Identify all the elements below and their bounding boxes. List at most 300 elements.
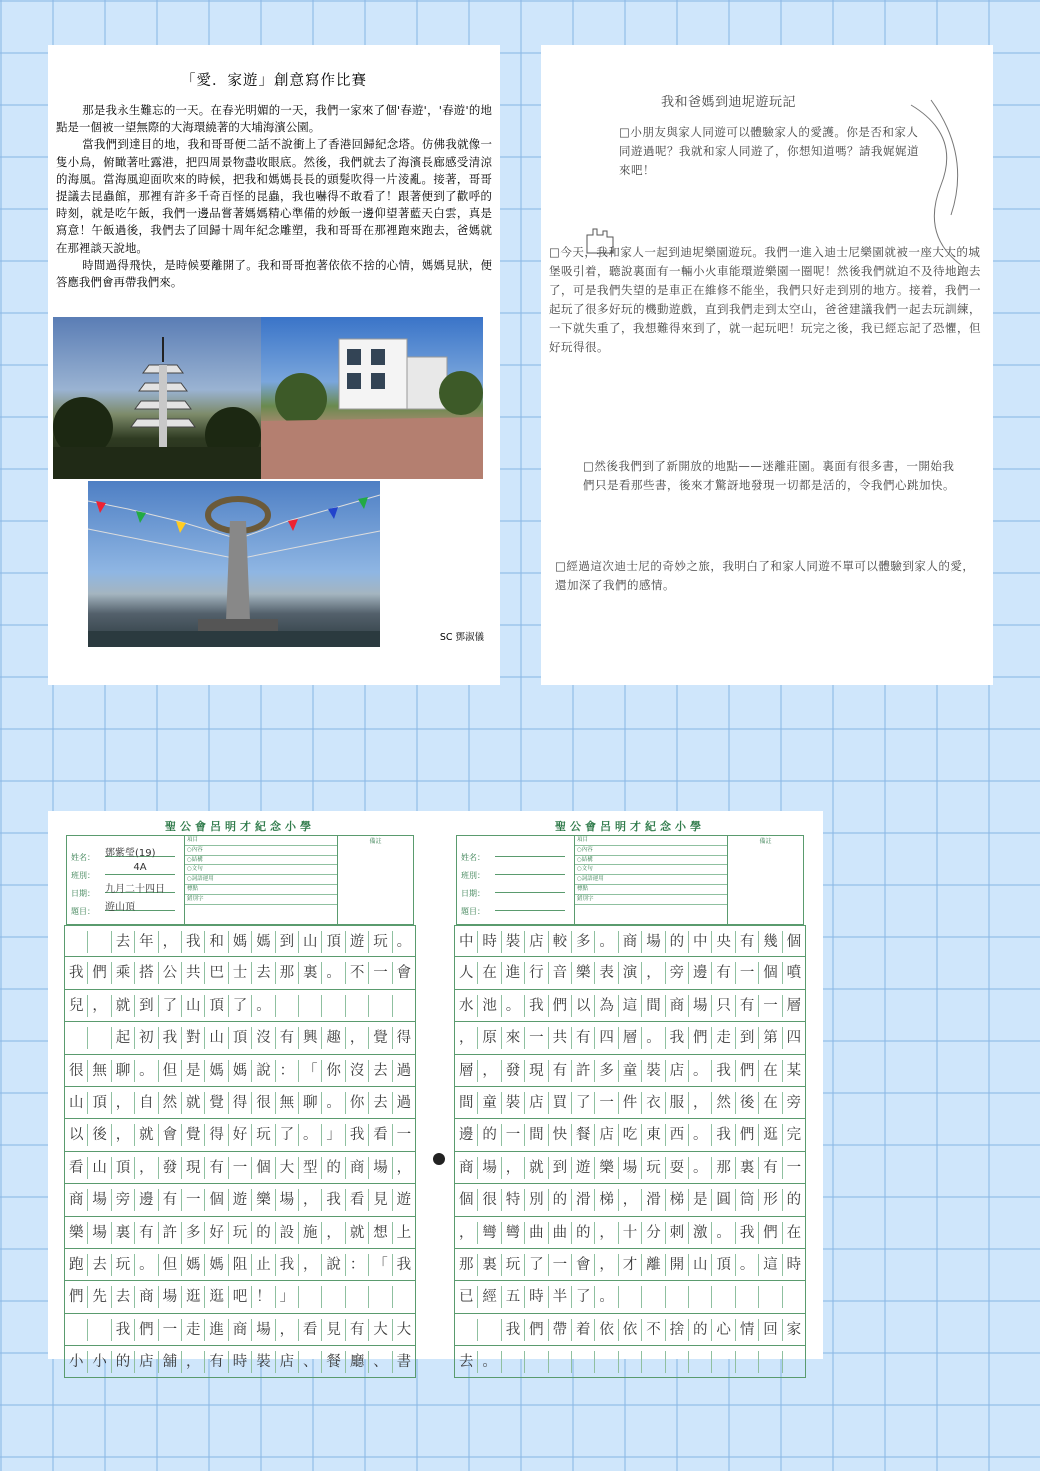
photo-sculpture — [88, 481, 380, 647]
grid-cell: 現 — [182, 1157, 205, 1179]
grid-cell: 會 — [572, 1254, 595, 1276]
grid-cell: 商 — [346, 1157, 369, 1179]
grid-cell: 曲 — [549, 1222, 572, 1244]
grid-row — [454, 990, 806, 1022]
grid-cell: 搭 — [135, 962, 158, 984]
essay2-paragraph-3: □然後我們到了新開放的地點——迷離莊園。裏面有很多書，一開始我們只是看那些書，後來才驚訝地發現一切都是活的，令我們心跳加快。 — [583, 459, 955, 492]
rubric-item: ○內容 — [185, 846, 337, 856]
grid-row — [64, 925, 416, 957]
grid-cell: 一 — [786, 1159, 802, 1176]
grid-cell — [783, 1351, 805, 1373]
grid-cell: 到 — [135, 995, 158, 1017]
grid-row — [454, 1055, 806, 1087]
grid-row — [454, 1022, 806, 1054]
grid-cell: ， — [135, 1157, 158, 1179]
grid-cell: 阻 — [229, 1254, 252, 1276]
rubric-item: 錯別字 — [185, 895, 337, 905]
grid-cell: 不 — [346, 962, 369, 984]
grid-cell: 我 — [736, 1222, 759, 1244]
grid-cell: 。 — [642, 1027, 665, 1049]
grid-cell: 裏 — [112, 1222, 135, 1244]
grid-cell: 們 — [549, 995, 572, 1017]
grid-cell: ： — [346, 1254, 369, 1276]
grid-cell: 這 — [619, 995, 642, 1017]
grid-cell: 買 — [549, 1092, 572, 1114]
remark-column: 備註 — [727, 836, 803, 924]
grid-cell: 經 — [478, 1286, 501, 1308]
grid-cell: 有 — [736, 995, 759, 1017]
grid-cell: 時 — [478, 931, 501, 953]
grid-cell: 了 — [229, 995, 252, 1017]
grid-cell: 止 — [252, 1254, 275, 1276]
school-name: 聖公會呂明才紀念小學 — [555, 820, 705, 833]
grid-cell: 人 — [455, 962, 478, 984]
grid-cell: ， — [619, 1189, 642, 1211]
grid-cell: 了 — [525, 1254, 548, 1276]
grid-cell: 個 — [759, 962, 782, 984]
grid-cell — [369, 995, 392, 1017]
grid-cell: ， — [396, 1159, 412, 1176]
grid-cell: 較 — [549, 931, 572, 953]
grid-cell: 。 — [322, 962, 345, 984]
name-label: 姓名： — [71, 853, 95, 862]
grid-cell: 時 — [229, 1351, 252, 1373]
grid-cell: 個 — [252, 1157, 275, 1179]
grid-cell: 覺 — [205, 1092, 228, 1114]
grid-cell: 梯 — [666, 1189, 689, 1211]
grid-cell: ， — [159, 931, 182, 953]
grid-cell: ， — [182, 1351, 205, 1373]
grid-cell: 巴 — [205, 962, 228, 984]
grid-cell — [783, 1286, 805, 1308]
grid-cell: 形 — [759, 1189, 782, 1211]
grid-cell: 演 — [619, 962, 642, 984]
grid-cell: 無 — [276, 1092, 299, 1114]
grid-cell: 中 — [689, 931, 712, 953]
grid-cell: 去 — [112, 1286, 135, 1308]
grid-cell: 店 — [525, 1092, 548, 1114]
grid-cell: 某 — [786, 1062, 802, 1079]
grid-cell: 去 — [112, 931, 135, 953]
grid-cell: ： — [276, 1060, 299, 1082]
grid-row — [454, 1152, 806, 1184]
grid-cell: 我 — [712, 1060, 735, 1082]
grid-cell: ， — [502, 1157, 525, 1179]
grid-cell: 了 — [276, 1124, 299, 1146]
grid-cell — [393, 995, 415, 1017]
grid-cell: 很 — [65, 1060, 88, 1082]
grid-cell: 在 — [759, 1092, 782, 1114]
grid-cell: 噴 — [786, 965, 802, 982]
grid-cell: 吃 — [619, 1124, 642, 1146]
date-value: 九月二十四日 — [105, 880, 175, 893]
grid-cell: 玩 — [229, 1222, 252, 1244]
topic-value: 遊山頂 — [105, 898, 175, 911]
grid-cell: 遊 — [229, 1189, 252, 1211]
grid-cell: 想 — [369, 1222, 392, 1244]
grid-cell: 得 — [396, 1030, 412, 1047]
grid-cell — [619, 1286, 642, 1308]
grid-cell: 原 — [478, 1027, 501, 1049]
grid-cell — [666, 1286, 689, 1308]
grid-cell: 完 — [786, 1127, 802, 1144]
grid-cell: 山 — [88, 1157, 111, 1179]
grid-cell: 聊 — [299, 1092, 322, 1114]
grid-cell: 得 — [229, 1092, 252, 1114]
grid-cell: 去 — [88, 1254, 111, 1276]
grid-cell: 。 — [478, 1351, 501, 1373]
grid-cell: 那 — [276, 962, 299, 984]
grid-cell: 媽 — [205, 1060, 228, 1082]
grid-cell: 覺 — [182, 1124, 205, 1146]
grid-cell: 、 — [299, 1351, 322, 1373]
grid-row — [454, 1249, 806, 1281]
grid-cell: 東 — [642, 1124, 665, 1146]
grid-cell: 池 — [478, 995, 501, 1017]
grid-cell: ， — [299, 1189, 322, 1211]
grid-cell: 裝 — [502, 1092, 525, 1114]
grid-cell: 離 — [642, 1254, 665, 1276]
rubric-item: ○文句 — [575, 865, 727, 875]
grid-row — [64, 990, 416, 1022]
grid-cell: 在 — [759, 1060, 782, 1082]
grid-cell: 去 — [369, 1060, 392, 1082]
grid-cell: 特 — [502, 1189, 525, 1211]
rubric-item: 標點 — [575, 885, 727, 895]
grid-cell: 西 — [666, 1124, 689, 1146]
grid-cell: 場 — [88, 1222, 111, 1244]
rubric-item: ○詞語運用 — [185, 875, 337, 885]
grid-cell: 在 — [478, 962, 501, 984]
grid-cell: 個 — [455, 1189, 478, 1211]
grid-cell: 有 — [135, 1222, 158, 1244]
photo-insect-house — [261, 317, 483, 479]
grid-cell — [393, 1286, 415, 1308]
grid-cell: 看 — [369, 1124, 392, 1146]
grid-cell — [65, 931, 88, 953]
grid-cell: 有 — [205, 1351, 228, 1373]
grid-cell: 店 — [595, 1124, 618, 1146]
grid-cell: 逛 — [759, 1124, 782, 1146]
grid-row — [454, 925, 806, 957]
grid-row — [64, 957, 416, 989]
grid-cell: 玩 — [502, 1254, 525, 1276]
grid-cell — [478, 1319, 501, 1341]
grid-cell: 一 — [736, 962, 759, 984]
grid-cell: 依 — [595, 1319, 618, 1341]
grid-cell: 大 — [396, 1321, 412, 1338]
grid-cell: 沒 — [346, 1060, 369, 1082]
grid-cell: 有 — [346, 1319, 369, 1341]
grid-cell: 邊 — [455, 1124, 478, 1146]
grid-cell: 來 — [502, 1027, 525, 1049]
grid-row — [454, 1217, 806, 1249]
grid-cell: 進 — [205, 1319, 228, 1341]
grid-cell: 這 — [759, 1254, 782, 1276]
grid-cell: 見 — [369, 1189, 392, 1211]
class-label: 班別： — [461, 871, 485, 880]
grid-cell: 就 — [112, 995, 135, 1017]
grid-cell: 跑 — [65, 1254, 88, 1276]
grid-cell: 場 — [642, 931, 665, 953]
grid-cell: 間 — [642, 995, 665, 1017]
grid-cell: 有 — [759, 1157, 782, 1179]
grid-cell: 遊 — [396, 1192, 412, 1209]
composition-page-left — [64, 811, 416, 1371]
grid-cell: 後 — [88, 1124, 111, 1146]
grid-cell: 媽 — [229, 931, 252, 953]
grid-cell: 一 — [396, 1127, 412, 1144]
grid-cell: ， — [642, 962, 665, 984]
grid-cell: 我 — [346, 1124, 369, 1146]
composition-header — [456, 835, 804, 925]
grid-cell — [65, 1319, 88, 1341]
grid-cell: 筒 — [736, 1189, 759, 1211]
grid-cell: 共 — [182, 962, 205, 984]
grid-cell: 我 — [396, 1256, 412, 1273]
grid-cell: 看 — [299, 1319, 322, 1341]
grid-row — [64, 1249, 416, 1281]
grid-row — [64, 1055, 416, 1087]
grid-cell: 。 — [595, 1286, 618, 1308]
grid-cell: 頂 — [112, 1157, 135, 1179]
grid-cell: 件 — [619, 1092, 642, 1114]
grid-cell: 進 — [502, 962, 525, 984]
binder-hole — [433, 1153, 445, 1165]
grid-cell: 層 — [455, 1060, 478, 1082]
grid-cell: ， — [112, 1124, 135, 1146]
grid-cell: 但 — [159, 1060, 182, 1082]
grid-cell: 遊 — [346, 931, 369, 953]
grid-cell: 們 — [135, 1319, 158, 1341]
grid-cell — [712, 1286, 735, 1308]
grid-cell: 樂 — [252, 1189, 275, 1211]
grid-cell: 許 — [572, 1060, 595, 1082]
grid-cell: 裝 — [252, 1351, 275, 1373]
grid-cell: ， — [455, 1222, 478, 1244]
rubric-table — [184, 836, 337, 924]
grid-cell — [88, 1027, 111, 1049]
class-value: 4A — [105, 862, 175, 875]
grid-cell: 店 — [525, 931, 548, 953]
grid-cell: 上 — [396, 1224, 412, 1241]
essay-typed-sheet — [48, 45, 500, 685]
grid-cell: 了 — [572, 1286, 595, 1308]
date-label: 日期： — [461, 889, 485, 898]
grid-cell: 頂 — [205, 995, 228, 1017]
grid-cell: 個 — [786, 934, 802, 950]
name-value-empty — [495, 844, 565, 857]
grid-cell: 水 — [455, 995, 478, 1017]
grid-cell — [642, 1351, 665, 1373]
name-value: 鄧紫瑩(19) — [105, 844, 175, 857]
grid-cell: 我 — [182, 931, 205, 953]
grid-cell: 山 — [65, 1092, 88, 1114]
grid-cell: 們 — [736, 1124, 759, 1146]
grid-row — [454, 1281, 806, 1313]
grid-cell: 就 — [135, 1124, 158, 1146]
grid-cell: 場 — [478, 1157, 501, 1179]
grid-cell: 。 — [135, 1254, 158, 1276]
grid-cell: 半 — [549, 1286, 572, 1308]
grid-cell: 玩 — [252, 1124, 275, 1146]
grid-cell — [736, 1351, 759, 1373]
remark-column: 備註 — [337, 836, 413, 924]
grid-cell: 山 — [689, 1254, 712, 1276]
grid-cell: 個 — [205, 1189, 228, 1211]
grid-cell — [595, 1351, 618, 1373]
grid-cell: 的 — [478, 1124, 501, 1146]
grid-cell: 店 — [135, 1351, 158, 1373]
grid-cell: 層 — [619, 1027, 642, 1049]
grid-cell: 型 — [299, 1157, 322, 1179]
grid-cell: 就 — [182, 1092, 205, 1114]
grid-cell: 說 — [252, 1060, 275, 1082]
grid-cell — [299, 995, 322, 1017]
grid-cell: 的 — [786, 1192, 802, 1209]
grid-cell: 裝 — [502, 931, 525, 953]
grid-cell — [322, 995, 345, 1017]
name-label: 姓名： — [461, 853, 485, 862]
essay1-paragraph-3: 時間過得飛快，是時候要離開了。我和哥哥抱著依依不捨的心情，媽媽見狀，便答應我們會再帶我們來。 — [56, 257, 492, 290]
grid-cell: 店 — [666, 1060, 689, 1082]
essay-handwritten-sheet — [541, 45, 993, 685]
grid-cell: 許 — [159, 1222, 182, 1244]
essay1-paragraph-1: 那是我永生難忘的一天。在春光明媚的一天，我們一家來了個'春遊'，'春遊'的地點是一個被一望無際的大海環繞著的大埔海濱公園。 — [56, 103, 492, 135]
grid-cell: 大 — [369, 1319, 392, 1341]
grid-cell: 為 — [595, 995, 618, 1017]
grid-cell: 公 — [159, 962, 182, 984]
grid-cell: 時 — [525, 1286, 548, 1308]
grid-cell — [712, 1351, 735, 1373]
grid-cell: ， — [455, 1027, 478, 1049]
grid-cell: ， — [595, 1254, 618, 1276]
grid-cell: 店 — [276, 1351, 299, 1373]
grid-row — [64, 1314, 416, 1346]
grid-cell: 一 — [525, 1027, 548, 1049]
grid-cell: 的 — [252, 1222, 275, 1244]
grid-cell: ， — [112, 1092, 135, 1114]
grid-cell: 趣 — [322, 1027, 345, 1049]
grid-cell: 音 — [549, 962, 572, 984]
grid-cell: 時 — [786, 1256, 802, 1273]
grid-cell: 多 — [182, 1222, 205, 1244]
writing-grid-left — [64, 925, 416, 1378]
grid-cell: 過 — [396, 1094, 412, 1111]
grid-cell: 會 — [396, 965, 412, 982]
grid-cell: 們 — [65, 1286, 88, 1308]
grid-cell: 一 — [182, 1189, 205, 1211]
grid-cell: 年 — [135, 931, 158, 953]
essay2-paragraph-4: □經過這次迪士尼的奇妙之旅，我明白了和家人同遊不單可以體驗到家人的愛，還加深了我們的感情。 — [555, 559, 975, 592]
grid-cell: 只 — [712, 995, 735, 1017]
grid-cell: 場 — [252, 1319, 275, 1341]
grid-cell: 行 — [525, 962, 548, 984]
grid-cell — [299, 1286, 322, 1308]
grid-cell: 過 — [396, 1062, 412, 1079]
grid-cell: 吧 — [229, 1286, 252, 1308]
grid-row — [454, 1314, 806, 1346]
grid-cell: 裝 — [642, 1060, 665, 1082]
grid-cell: 多 — [595, 1060, 618, 1082]
grid-cell: 回 — [759, 1319, 782, 1341]
rubric-item: ○內容 — [575, 846, 727, 856]
grid-cell: 有 — [712, 962, 735, 984]
grid-cell: 央 — [712, 931, 735, 953]
grid-cell: 廳 — [346, 1351, 369, 1373]
class-label: 班別： — [71, 871, 95, 880]
grid-cell: 家 — [786, 1321, 802, 1338]
grid-cell: 我 — [525, 995, 548, 1017]
grid-cell — [276, 995, 299, 1017]
grid-cell: 現 — [525, 1060, 548, 1082]
grid-cell: 和 — [205, 931, 228, 953]
grid-cell: 的 — [112, 1351, 135, 1373]
grid-cell — [736, 1286, 759, 1308]
grid-cell: 邊 — [689, 962, 712, 984]
grid-cell: 商 — [65, 1189, 88, 1211]
composition-header — [66, 835, 414, 925]
grid-cell: 後 — [736, 1092, 759, 1114]
grid-cell: 餐 — [322, 1351, 345, 1373]
grid-cell: 到 — [736, 1027, 759, 1049]
grid-cell: 自 — [135, 1092, 158, 1114]
date-label: 日期： — [71, 889, 95, 898]
grid-cell: 刺 — [666, 1222, 689, 1244]
grid-cell: 玩 — [112, 1254, 135, 1276]
grid-cell: ， — [322, 1222, 345, 1244]
grid-cell: 場 — [369, 1157, 392, 1179]
rubric-header: 項目 — [185, 836, 337, 846]
grid-cell: 初 — [135, 1027, 158, 1049]
grid-cell: 共 — [549, 1027, 572, 1049]
essay1-paragraph-2: 當我們到達目的地，我和哥哥便二話不說衝上了香港回歸紀念塔。仿佛我就像一隻小鳥，俯瞰著吐露港，把四周景物盡收眼底。然後，我們就去了海濱長廊感受清涼的海風。當海風迎面吹來的時候，把我和媽媽長長的頭髮吹得一片淩亂。接著，哥哥提議去昆蟲館，那裡有許多千奇百怪的昆蟲，我也嚇得不敢看了！跟著便到了歡呼的時刻，就是吃午飯，我們一邊品嘗著媽媽精心準備的炒飯一邊仰望著藍天白雲，真是寫意！午飯過後，我們去了回歸十周年紀念雕塑，我和哥哥在那裡跑來跑去，爸媽就在那裡談天說地。 — [56, 137, 492, 255]
grid-cell — [619, 1351, 642, 1373]
grid-cell: 幾 — [759, 931, 782, 953]
grid-cell: 興 — [299, 1027, 322, 1049]
grid-cell — [572, 1351, 595, 1373]
grid-cell: 。 — [736, 1254, 759, 1276]
grid-row — [454, 1087, 806, 1119]
grid-cell: 一 — [369, 962, 392, 984]
grid-cell: 有 — [159, 1189, 182, 1211]
grid-cell: 到 — [549, 1157, 572, 1179]
grid-cell: 層 — [786, 997, 802, 1014]
grid-cell: 的 — [572, 1222, 595, 1244]
grid-cell: 頂 — [229, 1027, 252, 1049]
grid-cell: 。 — [502, 995, 525, 1017]
grid-cell: 施 — [299, 1222, 322, 1244]
grid-row — [64, 1087, 416, 1119]
grid-cell: 」 — [276, 1286, 299, 1308]
photo-tower — [53, 317, 261, 479]
composition-page-right — [454, 811, 806, 1371]
grid-cell: 然 — [159, 1092, 182, 1114]
grid-cell — [322, 1286, 345, 1308]
grid-cell: 沒 — [252, 1027, 275, 1049]
grid-cell: 捨 — [666, 1319, 689, 1341]
grid-cell: 山 — [182, 995, 205, 1017]
rubric-table — [574, 836, 727, 924]
grid-cell: 我 — [712, 1124, 735, 1146]
grid-cell: 曲 — [525, 1222, 548, 1244]
grid-cell: 小 — [65, 1351, 88, 1373]
grid-row — [64, 1022, 416, 1054]
grid-row — [64, 1152, 416, 1184]
grid-cell: 童 — [619, 1060, 642, 1082]
grid-cell: 的 — [666, 931, 689, 953]
rubric-header: 項目 — [575, 836, 727, 846]
